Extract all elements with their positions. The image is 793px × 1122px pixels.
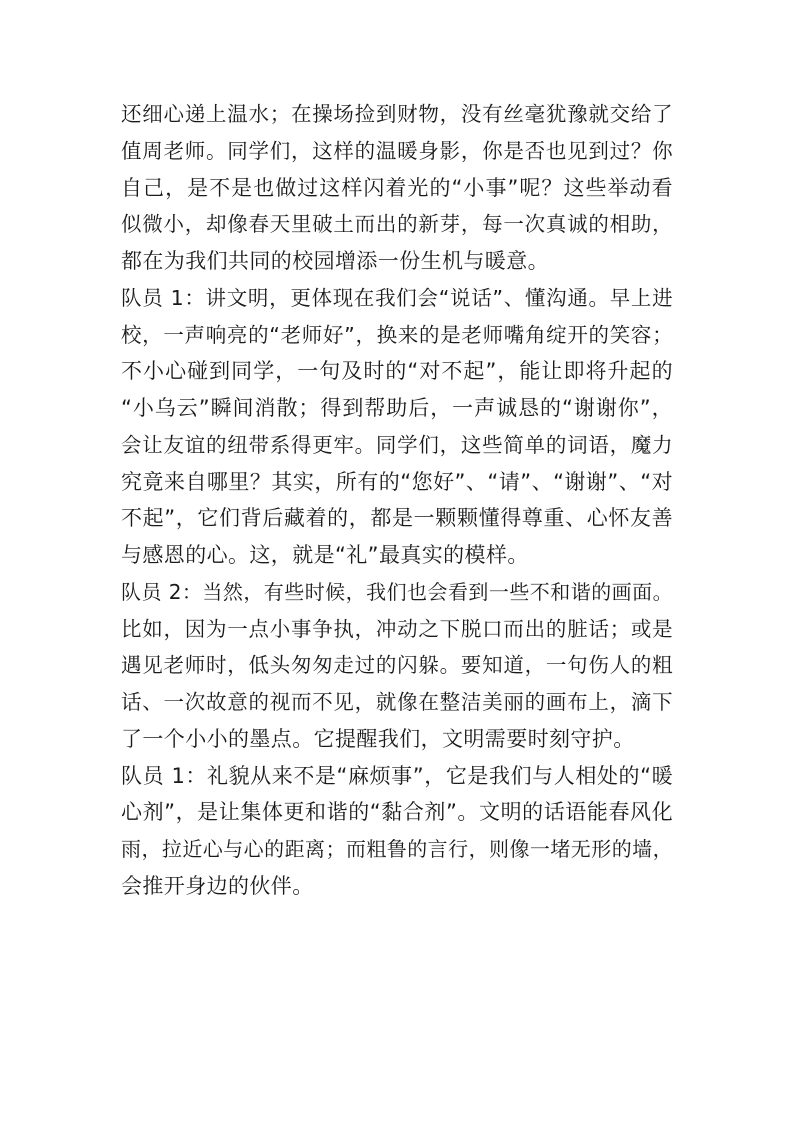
text-line: 会推开身边的伙伴。 [121, 873, 314, 898]
text-line: 究竟来自哪里？其实，所有的“您好”、“请”、“谢谢”、“对 [121, 469, 673, 494]
text-line: 不小心碰到同学，一句及时的“对不起”，能让即将升起的 [121, 359, 673, 384]
text-line: 都在为我们共同的校园增添一份生机与暖意。 [121, 249, 549, 273]
text-line: 似微小，却像春天里破土而出的新芽，每一次真诚的相助， [121, 212, 673, 237]
text-line: 校，一声响亮的“老师好”，换来的是老师嘴角绽开的笑容； [121, 322, 673, 347]
text-line: 与感恩的心。这，就是“礼”最真实的模样。 [121, 543, 529, 567]
text-line: 会让友谊的纽带系得更牢。同学们，这些简单的词语，魔力 [121, 432, 673, 457]
text-line: 还细心递上温水；在操场捡到财物，没有丝毫犹豫就交给了 [121, 102, 673, 126]
text-line: 自己，是不是也做过这样闪着光的“小事”呢？这些举动看 [121, 175, 673, 200]
text-line: 心剂”，是让集体更和谐的“黏合剂”。文明的话语能春风化 [121, 800, 673, 825]
text-line: 遇见老师时，低头匆匆走过的闪躲。要知道，一句伤人的粗 [121, 653, 673, 678]
text-line: 队员 1：讲文明，更体现在我们会“说话”、懂沟通。早上进 [121, 285, 673, 310]
text-line: 队员 2：当然，有些时候，我们也会看到一些不和谐的画面。 [121, 579, 673, 604]
text-line: 队员 1：礼貌从来不是“麻烦事”，它是我们与人相处的“暖 [121, 763, 673, 788]
text-line: “小乌云”瞬间消散；得到帮助后，一声诚恳的“谢谢你”， [121, 396, 673, 420]
document-body [121, 96, 673, 905]
text-line: 话、一次故意的视而不见，就像在整洁美丽的画布上，滴下 [121, 690, 673, 714]
text-line: 了一个小小的墨点。它提醒我们，文明需要时刻守护。 [121, 726, 635, 751]
text-line: 值周老师。同学们，这样的温暖身影，你是否也见到过？你 [121, 138, 673, 163]
text-line: 雨，拉近心与心的距离；而粗鲁的言行，则像一堵无形的墙， [121, 837, 673, 861]
text-line: 不起”，它们背后藏着的，都是一颗颗懂得尊重、心怀友善 [121, 506, 673, 531]
text-line: 比如，因为一点小事争执，冲动之下脱口而出的脏话；或是 [121, 616, 673, 641]
